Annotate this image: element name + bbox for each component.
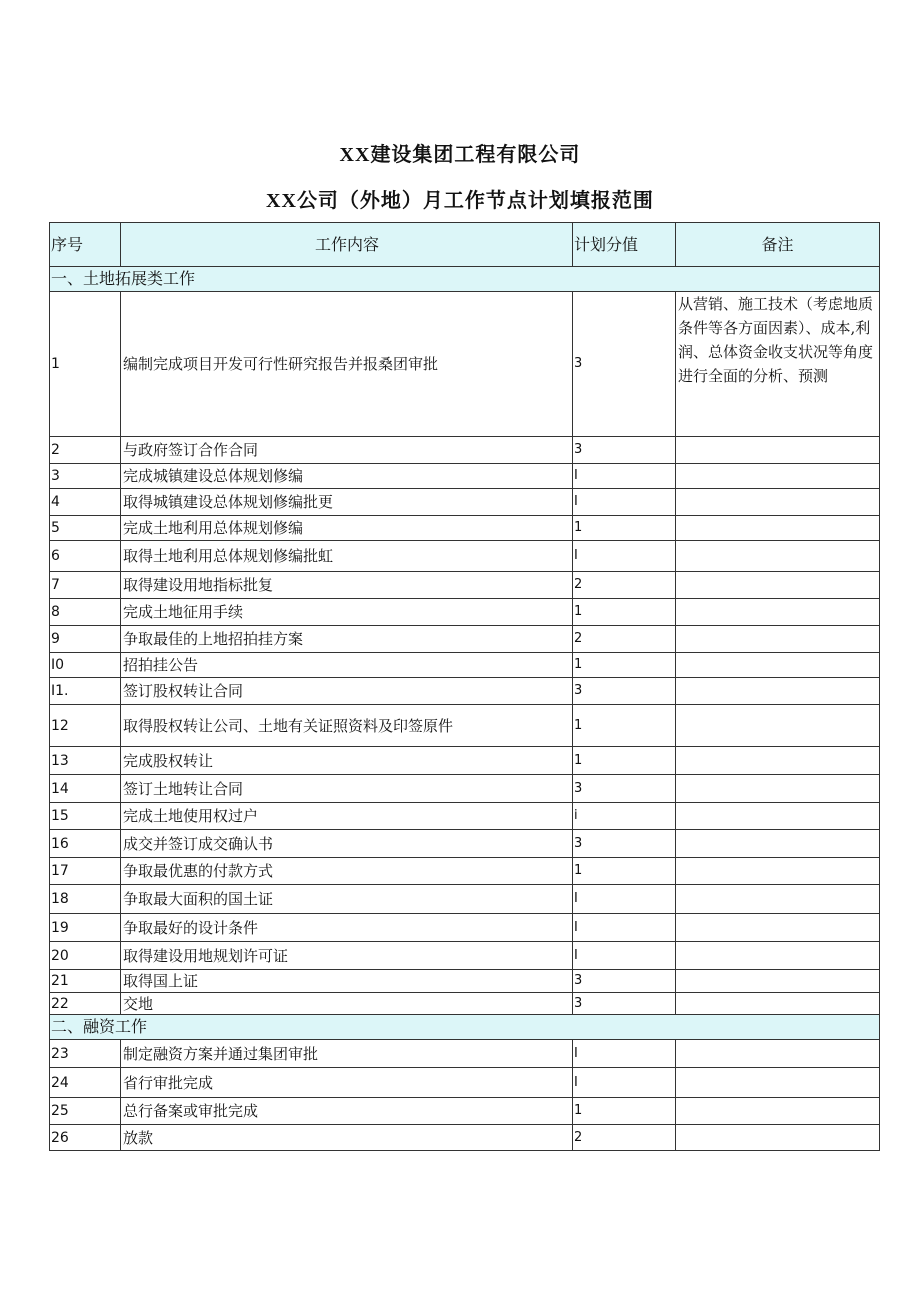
- company-title-prefix: XX: [339, 144, 371, 166]
- table-row: [50, 1068, 880, 1098]
- row-note: [676, 970, 880, 993]
- row-score: 3: [573, 292, 676, 437]
- row-note: [676, 858, 880, 885]
- row-score: 3: [573, 678, 676, 705]
- section-row: [50, 1015, 880, 1040]
- row-number: I0: [50, 653, 121, 678]
- column-header-content: 工作内容: [121, 223, 573, 267]
- row-content: 取得股权转让公司、土地有关证照资料及印签原件: [121, 705, 573, 747]
- row-score: I: [573, 541, 676, 572]
- row-note: [676, 1040, 880, 1068]
- row-content: 省行审批完成: [121, 1068, 573, 1098]
- row-note: [676, 803, 880, 830]
- row-content: 取得建设用地规划许可证: [121, 942, 573, 970]
- row-content: 争取最优惠的付款方式: [121, 858, 573, 885]
- row-note: [676, 993, 880, 1015]
- row-score: 3: [573, 775, 676, 803]
- row-number: 8: [50, 599, 121, 626]
- table-row: [50, 678, 880, 705]
- row-score: 1: [573, 653, 676, 678]
- table-row: [50, 775, 880, 803]
- row-number: 22: [50, 993, 121, 1015]
- row-note: [676, 1098, 880, 1125]
- row-content: 争取最佳的上地招拍挂方案: [121, 626, 573, 653]
- row-score: I: [573, 464, 676, 489]
- row-score: i: [573, 803, 676, 830]
- row-number: 25: [50, 1098, 121, 1125]
- row-score: 1: [573, 516, 676, 541]
- table-header-row: [50, 223, 880, 267]
- row-number: 24: [50, 1068, 121, 1098]
- document-title-text: 公司（外地）月工作节点计划填报范围: [296, 188, 654, 212]
- row-number: 2: [50, 437, 121, 464]
- table-row: [50, 626, 880, 653]
- row-note: [676, 705, 880, 747]
- table-row: [50, 914, 880, 942]
- table-row: [50, 942, 880, 970]
- row-note: [676, 747, 880, 775]
- row-score: 3: [573, 993, 676, 1015]
- row-number: 9: [50, 626, 121, 653]
- row-note: [676, 653, 880, 678]
- column-header-score: 计划分值: [573, 223, 676, 267]
- section-title: 二、融资工作: [50, 1015, 880, 1040]
- table-row: [50, 993, 880, 1015]
- row-score: 3: [573, 970, 676, 993]
- row-note: [676, 914, 880, 942]
- row-score: 2: [573, 626, 676, 653]
- plan-table: [49, 222, 880, 1151]
- row-number: 14: [50, 775, 121, 803]
- row-content: 编制完成项目开发可行性研究报告并报桑团审批: [121, 292, 573, 437]
- table-row: [50, 464, 880, 489]
- row-content: 招拍挂公告: [121, 653, 573, 678]
- row-number: 16: [50, 830, 121, 858]
- row-score: 3: [573, 437, 676, 464]
- row-content: 与政府签订合作合同: [121, 437, 573, 464]
- row-score: 3: [573, 830, 676, 858]
- row-score: I: [573, 885, 676, 914]
- table-row: [50, 599, 880, 626]
- plan-table-body: [50, 223, 880, 1151]
- row-note: [676, 489, 880, 516]
- row-score: I: [573, 489, 676, 516]
- table-row: [50, 705, 880, 747]
- row-note: [676, 885, 880, 914]
- row-score: 1: [573, 599, 676, 626]
- row-content: 成交并签订成交确认书: [121, 830, 573, 858]
- row-note: [676, 599, 880, 626]
- table-row: [50, 1040, 880, 1068]
- column-header-no: 序号: [50, 223, 121, 267]
- row-content: 制定融资方案并通过集团审批: [121, 1040, 573, 1068]
- section-title: 一、土地拓展类工作: [50, 267, 880, 292]
- company-title-text: 建设集团工程有限公司: [370, 142, 581, 166]
- row-score: I: [573, 1068, 676, 1098]
- row-number: 1: [50, 292, 121, 437]
- row-content: 放款: [121, 1125, 573, 1151]
- row-number: 17: [50, 858, 121, 885]
- row-note: [676, 775, 880, 803]
- column-header-note: 备注: [676, 223, 880, 267]
- row-note: [676, 572, 880, 599]
- row-number: 26: [50, 1125, 121, 1151]
- row-content: 总行备案或审批完成: [121, 1098, 573, 1125]
- table-row: [50, 747, 880, 775]
- row-number: 13: [50, 747, 121, 775]
- table-row: [50, 858, 880, 885]
- row-content: 取得城镇建设总体规划修编批更: [121, 489, 573, 516]
- row-score: I: [573, 942, 676, 970]
- company-title: [0, 138, 920, 167]
- row-score: 2: [573, 572, 676, 599]
- row-content: 交地: [121, 993, 573, 1015]
- table-row: [50, 653, 880, 678]
- row-number: 20: [50, 942, 121, 970]
- row-number: 12: [50, 705, 121, 747]
- row-note: [676, 437, 880, 464]
- table-row: [50, 292, 880, 437]
- row-note: [676, 942, 880, 970]
- table-row: [50, 803, 880, 830]
- row-score: I: [573, 914, 676, 942]
- row-content: 取得土地利用总体规划修编批虹: [121, 541, 573, 572]
- row-note: [676, 1068, 880, 1098]
- document-title: [0, 184, 920, 213]
- table-row: [50, 541, 880, 572]
- row-content: 完成土地利用总体规划修编: [121, 516, 573, 541]
- row-note: 从营销、施工技术（考虑地质条件等各方面因素）、成本,利润、总体资金收支状况等角度进行全面的分析、预测: [676, 292, 880, 437]
- row-number: 23: [50, 1040, 121, 1068]
- row-content: 争取最好的设计条件: [121, 914, 573, 942]
- row-score: 1: [573, 705, 676, 747]
- row-note: [676, 516, 880, 541]
- row-content: 争取最大面积的国土证: [121, 885, 573, 914]
- row-score: I: [573, 1040, 676, 1068]
- row-number: 21: [50, 970, 121, 993]
- table-row: [50, 885, 880, 914]
- row-note: [676, 626, 880, 653]
- row-note: [676, 1125, 880, 1151]
- table-row: [50, 830, 880, 858]
- row-content: 签订股权转让合同: [121, 678, 573, 705]
- row-number: 4: [50, 489, 121, 516]
- row-score: 1: [573, 747, 676, 775]
- table-row: [50, 572, 880, 599]
- row-number: 3: [50, 464, 121, 489]
- table-row: [50, 1098, 880, 1125]
- row-number: 6: [50, 541, 121, 572]
- row-number: I1.: [50, 678, 121, 705]
- row-note: [676, 830, 880, 858]
- table-row: [50, 489, 880, 516]
- row-content: 完成股权转让: [121, 747, 573, 775]
- row-number: 18: [50, 885, 121, 914]
- row-content: 签订土地转让合同: [121, 775, 573, 803]
- row-number: 15: [50, 803, 121, 830]
- row-note: [676, 464, 880, 489]
- section-row: [50, 267, 880, 292]
- row-content: 完成城镇建设总体规划修编: [121, 464, 573, 489]
- row-number: 19: [50, 914, 121, 942]
- row-number: 7: [50, 572, 121, 599]
- table-row: [50, 1125, 880, 1151]
- row-score: 1: [573, 1098, 676, 1125]
- row-content: 完成土地征用手续: [121, 599, 573, 626]
- row-content: 取得国上证: [121, 970, 573, 993]
- table-row: [50, 437, 880, 464]
- row-note: [676, 678, 880, 705]
- row-score: 2: [573, 1125, 676, 1151]
- row-number: 5: [50, 516, 121, 541]
- row-content: 取得建设用地指标批复: [121, 572, 573, 599]
- row-score: 1: [573, 858, 676, 885]
- row-content: 完成土地使用权过户: [121, 803, 573, 830]
- document-title-prefix: XX: [266, 190, 297, 212]
- row-note: [676, 541, 880, 572]
- table-row: [50, 970, 880, 993]
- table-row: [50, 516, 880, 541]
